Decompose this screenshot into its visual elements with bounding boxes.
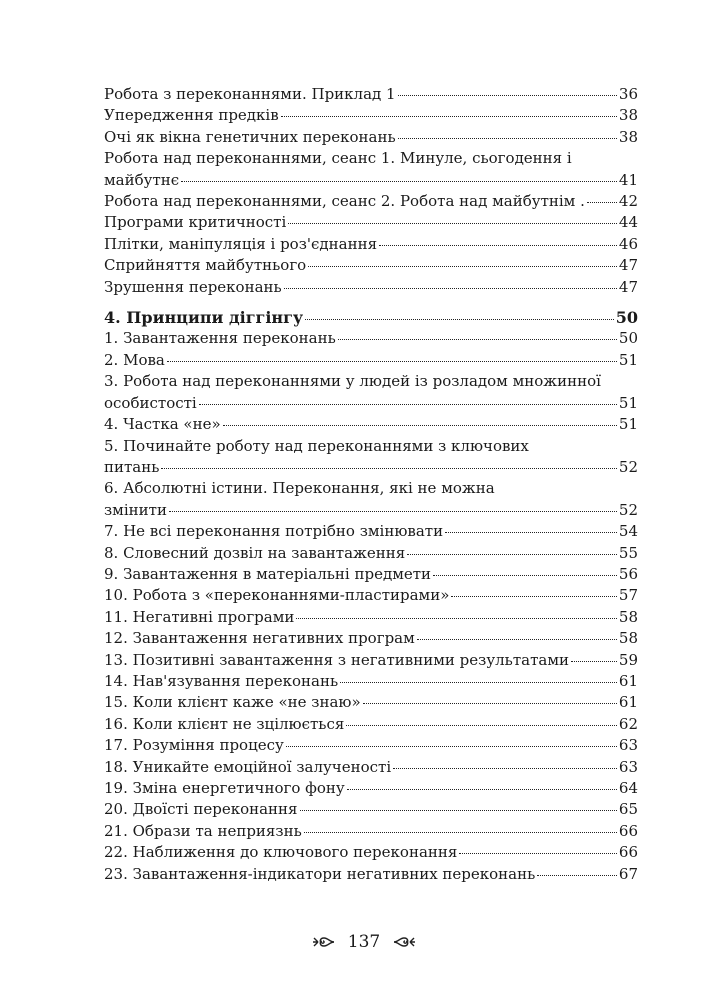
toc-entry-title: Очі як вікна генетичних переконань <box>104 127 396 146</box>
dot-leader <box>347 776 617 791</box>
toc-page-number: 50 <box>618 329 638 348</box>
toc-entry-title: 18. Уникайте емоційної залученості <box>104 757 392 776</box>
toc-entry-title: 23. Завантаження-індикатори негативних переконань <box>104 864 536 883</box>
toc-page-number: 63 <box>618 757 638 776</box>
toc-entry-title: 8. Словесний дозвіл на завантаження <box>104 543 406 562</box>
toc-entry-title: 2. Мова <box>104 350 165 369</box>
toc-entry-title: Плітки, маніпуляція і роз'єднання <box>104 234 378 253</box>
dot-leader <box>537 861 617 876</box>
toc-page-number: 47 <box>618 277 638 296</box>
dot-leader <box>379 231 617 246</box>
dot-leader <box>305 305 614 320</box>
toc-entry-title: Зрушення переконань <box>104 277 282 296</box>
dot-leader <box>571 647 617 662</box>
toc-entry-row <box>104 277 638 298</box>
toc-entry-title: 4. Частка «не» <box>104 415 221 434</box>
dot-leader <box>304 818 617 833</box>
dot-leader <box>288 210 617 225</box>
toc-entry-row <box>104 864 638 885</box>
toc-entry-title: 12. Завантаження негативних програм <box>104 629 415 648</box>
page-footer <box>0 931 728 952</box>
dot-leader <box>161 454 617 469</box>
toc-page-number: 52 <box>618 500 638 519</box>
toc-page-number: 67 <box>618 864 638 883</box>
dot-leader <box>363 690 617 705</box>
toc-page-number: 41 <box>618 170 638 189</box>
toc-page-number: 51 <box>618 415 638 434</box>
toc-page-number: 51 <box>618 350 638 369</box>
dot-leader <box>308 253 617 268</box>
dot-leader <box>284 274 617 289</box>
dot-leader <box>181 167 617 182</box>
toc-entry <box>104 436 638 479</box>
dot-leader <box>587 189 617 204</box>
toc-entry-title: 7. Не всі переконання потрібно змінювати <box>104 522 444 541</box>
page-number: 137 <box>347 931 381 952</box>
toc-entry <box>104 414 638 435</box>
toc-entry-title: 4. Принципи діггінгу <box>104 308 304 328</box>
toc-page-number: 62 <box>618 714 638 733</box>
toc-entry-title-line: 6. Абсолютні істини. Переконання, які не можна <box>104 479 495 498</box>
ornament-right-icon <box>392 933 416 951</box>
toc-page-number: 52 <box>618 457 638 476</box>
toc-entry-title: 9. Завантаження в матеріальні предмети <box>104 564 432 583</box>
toc-entry-row <box>104 414 638 435</box>
toc-page-number: 36 <box>618 85 638 103</box>
toc-entry-title-line: Робота над переконаннями, сеанс 1. Минуле, сьогодення і <box>104 149 572 168</box>
toc-page-number: 63 <box>618 736 638 755</box>
toc-page-number: 44 <box>618 213 638 232</box>
toc-page-number: 58 <box>618 607 638 626</box>
toc-entry-title: 22. Наближення до ключового переконання <box>104 843 458 862</box>
toc-page-number: 59 <box>618 650 638 669</box>
dot-leader <box>433 561 617 576</box>
toc-page-number: 57 <box>618 586 638 605</box>
dot-leader <box>398 124 617 139</box>
toc-entry-title-line: 3. Робота над переконаннями у людей із розладом множинної <box>104 372 601 391</box>
toc-entry-title: 17. Розуміння процесу <box>104 736 284 755</box>
toc-entry-title: змінити <box>104 500 167 519</box>
toc-entry-title: питань <box>104 457 160 476</box>
dot-leader <box>346 711 617 726</box>
dot-leader <box>296 604 617 619</box>
toc-page-number: 50 <box>615 308 638 328</box>
dot-leader <box>451 583 617 598</box>
ornament-left-icon <box>312 933 336 951</box>
dot-leader <box>398 82 617 97</box>
toc-entry-title: 13. Позитивні завантаження з негативними результатами <box>104 650 569 669</box>
toc-entry-title: особистості <box>104 393 197 412</box>
toc-page-number: 38 <box>618 127 638 146</box>
dot-leader <box>223 412 617 427</box>
toc-entry-title: 21. Образи та неприязнь <box>104 821 302 840</box>
toc-page-number: 56 <box>618 564 638 583</box>
toc-entry-title: 11. Негативні програми <box>104 607 295 626</box>
toc-page-number: 65 <box>618 800 638 819</box>
toc-entry <box>104 277 638 298</box>
toc-entry <box>104 478 638 521</box>
toc-entry-title: майбутнє <box>104 170 180 189</box>
dot-leader <box>169 497 617 512</box>
toc-page-number: 58 <box>618 629 638 648</box>
toc-entry-title: 1. Завантаження переконань <box>104 329 336 348</box>
toc-entry-title: 10. Робота з «переконаннями-пластирами» <box>104 586 450 605</box>
toc-page-number: 46 <box>618 234 638 253</box>
toc-page-number: 66 <box>618 843 638 862</box>
toc-entry <box>104 148 638 191</box>
toc-entry <box>104 127 638 148</box>
dot-leader <box>199 390 617 405</box>
toc-page-number: 47 <box>618 256 638 275</box>
dot-leader <box>338 326 617 341</box>
toc-entry-row <box>104 628 638 649</box>
toc-entry-row <box>104 170 638 191</box>
table-of-contents <box>104 84 638 885</box>
toc-entry-row <box>104 127 638 148</box>
toc-entry <box>104 371 638 414</box>
toc-entry <box>104 864 638 885</box>
dot-leader <box>300 797 617 812</box>
toc-entry-title: 15. Коли клієнт каже «не знаю» <box>104 693 361 712</box>
toc-page-number: 54 <box>618 522 638 541</box>
dot-leader <box>417 626 617 641</box>
toc-page-number: 42 <box>618 192 638 211</box>
toc-entry-title: 16. Коли клієнт не зцілюється <box>104 714 345 733</box>
toc-entry-title: 20. Двоїсті переконання <box>104 800 298 819</box>
dot-leader <box>286 733 617 748</box>
toc-page-number: 66 <box>618 821 638 840</box>
toc-page-number: 38 <box>618 106 638 125</box>
toc-entry-title-line: 5. Починайте роботу над переконаннями з ключових <box>104 436 529 455</box>
toc-entry-title: Упередження предків <box>104 106 279 125</box>
toc-entry-title: Сприйняття майбутнього <box>104 256 307 275</box>
toc-entry <box>104 628 638 649</box>
toc-page-number: 55 <box>618 543 638 562</box>
toc-page-number: 64 <box>618 779 638 797</box>
dot-leader <box>281 103 617 118</box>
dot-leader <box>407 540 617 555</box>
toc-entry <box>104 350 638 371</box>
toc-page-number: 51 <box>618 393 638 412</box>
dot-leader <box>393 754 617 769</box>
toc-entry-title: Робота над переконаннями, сеанс 2. Робота над майбутнім . <box>104 192 585 211</box>
toc-entry-title: Робота з переконаннями. Приклад 1 <box>104 85 396 103</box>
dot-leader <box>340 668 617 683</box>
dot-leader <box>445 519 617 534</box>
toc-entry-row <box>104 350 638 371</box>
toc-entry-title: 14. Нав'язування переконань <box>104 671 339 690</box>
toc-entry-row <box>104 457 638 478</box>
dot-leader <box>459 840 617 855</box>
toc-entry-title: 19. Зміна енергетичного фону <box>104 779 345 797</box>
dot-leader <box>167 347 617 362</box>
toc-entry-title: Програми критичності <box>104 213 287 232</box>
toc-page-number: 61 <box>618 671 638 690</box>
toc-page-number: 61 <box>618 693 638 712</box>
